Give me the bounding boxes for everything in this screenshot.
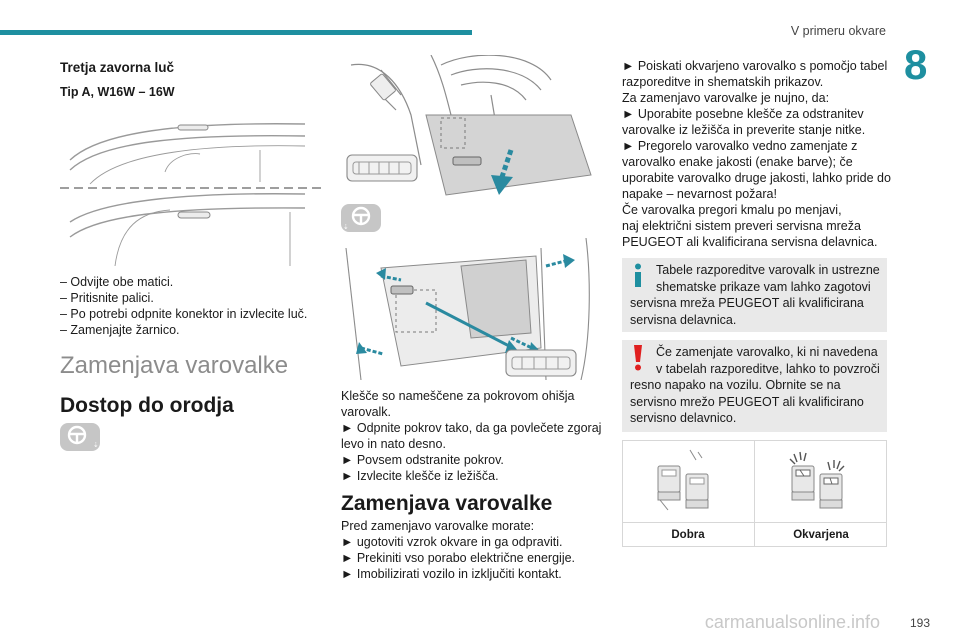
note-line: resno napako na vozilu. Obrnite se na — [630, 378, 841, 392]
brake-light-steps — [60, 274, 330, 338]
page-number: 193 — [909, 616, 930, 630]
text-line: ► Pregorelo varovalko vedno zamenjate z — [622, 139, 858, 153]
brake-light-title: Tretja zavorna luč — [60, 60, 175, 75]
dashboard-fuse-cover-illustration — [341, 55, 603, 200]
svg-text:⇣: ⇣ — [93, 441, 99, 449]
text-line: napake – nevarnost požara! — [622, 187, 777, 201]
note-line: v tabelah razporeditve, lahko to povzroči — [656, 361, 880, 376]
note-line: servisna mreža PEUGEOT ali kvalificirana — [630, 296, 864, 310]
fuse-panel-cover-removal-illustration — [341, 238, 603, 380]
note-line: servisna delavnica. — [630, 312, 737, 327]
brake-light-subtitle: Tip A, W16W – 16W — [60, 85, 175, 99]
tool-access-heading: Dostop do orodja — [60, 394, 234, 417]
note-line: servisno mrežo PEUGEOT ali kvalificirano — [630, 394, 864, 409]
step-line: – Odvijte obe matici. — [60, 275, 174, 289]
text-line: ► Imobilizirati vozilo in izključiti kontakt. — [341, 567, 562, 581]
text-line: varovalke iz ležišča in preverite stanje nitke. — [622, 123, 866, 137]
text-line: Pred zamenjavo varovalke morate: — [341, 519, 535, 533]
text-line: ► Poiskati okvarjeno varovalko s pomočjo tabel — [622, 59, 888, 73]
text-line: ► Prekiniti vso porabo električne energije. — [341, 551, 576, 565]
fuse-procedure-text — [622, 58, 892, 250]
steering-wheel-icon — [60, 423, 100, 451]
text-line: varovalk. — [341, 405, 392, 419]
note-line: Če zamenjate varovalko, ki ni navedena — [656, 345, 878, 359]
text-line: levo in nato desno. — [341, 437, 446, 451]
good-fuse-label: Dobra — [671, 529, 705, 541]
header-accent-bar — [0, 30, 472, 35]
text-line: Za zamenjavo varovalke je nujno, da: — [622, 91, 830, 105]
text-line: razporeditve in shematskih prikazov. — [622, 75, 824, 89]
text-line: ► Odpnite pokrov tako, da ga povlečete zgoraj — [341, 421, 602, 435]
section-title: V primeru okvare — [790, 24, 886, 38]
note-line: shematske prikaze vam lahko zagotovi — [656, 279, 871, 294]
text-line: varovalko enake jakosti (enake barve); če — [622, 155, 853, 169]
watermark-text: carmanualsonline.info — [704, 612, 880, 632]
text-line: ► ugotoviti vzrok okvare in ga odpraviti. — [341, 535, 563, 549]
blown-fuse-icon — [784, 448, 864, 514]
note-line: servisno delavnico. — [630, 411, 737, 425]
text-line: naj električni sistem preveri servisna mreža — [622, 219, 861, 233]
text-line: ► Uporabite posebne klešče za odstranitev — [622, 107, 864, 121]
good-fuse-icon — [650, 448, 730, 514]
text-line: uporabite varovalko druge jakosti, lahko pride do — [622, 171, 891, 185]
note-line: Tabele razporeditve varovalk in ustrezne — [656, 263, 880, 277]
steering-wheel-icon — [341, 204, 381, 232]
text-line: Če varovalka pregori kmalu po menjavi, — [622, 203, 842, 217]
info-note-text — [630, 262, 886, 328]
text-line: ► Povsem odstranite pokrov. — [341, 453, 504, 467]
table-divider — [622, 522, 887, 523]
step-line: – Pritisnite palici. — [60, 291, 154, 305]
blown-fuse-label: Okvarjena — [793, 529, 849, 541]
fuse-replace-text — [341, 518, 611, 582]
chapter-number: 8 — [904, 41, 928, 88]
step-line: – Po potrebi odpnite konektor in izvlecite luč. — [60, 307, 308, 321]
text-line: ► Izvlecite klešče iz ležišča. — [341, 469, 499, 483]
warning-note-text — [630, 344, 886, 427]
fuse-replace-heading: Zamenjava varovalke — [341, 492, 553, 515]
text-line: Klešče so nameščene za pokrovom ohišja — [341, 389, 575, 403]
tool-access-text — [341, 388, 611, 484]
svg-text:⇣: ⇣ — [343, 223, 349, 231]
text-line: PEUGEOT ali kvalificirana servisna delavnica. — [622, 235, 878, 249]
fuse-section-heading: Zamenjava varovalke — [60, 352, 289, 379]
step-line: – Zamenjajte žarnico. — [60, 323, 180, 337]
brake-light-illustration — [60, 112, 322, 266]
